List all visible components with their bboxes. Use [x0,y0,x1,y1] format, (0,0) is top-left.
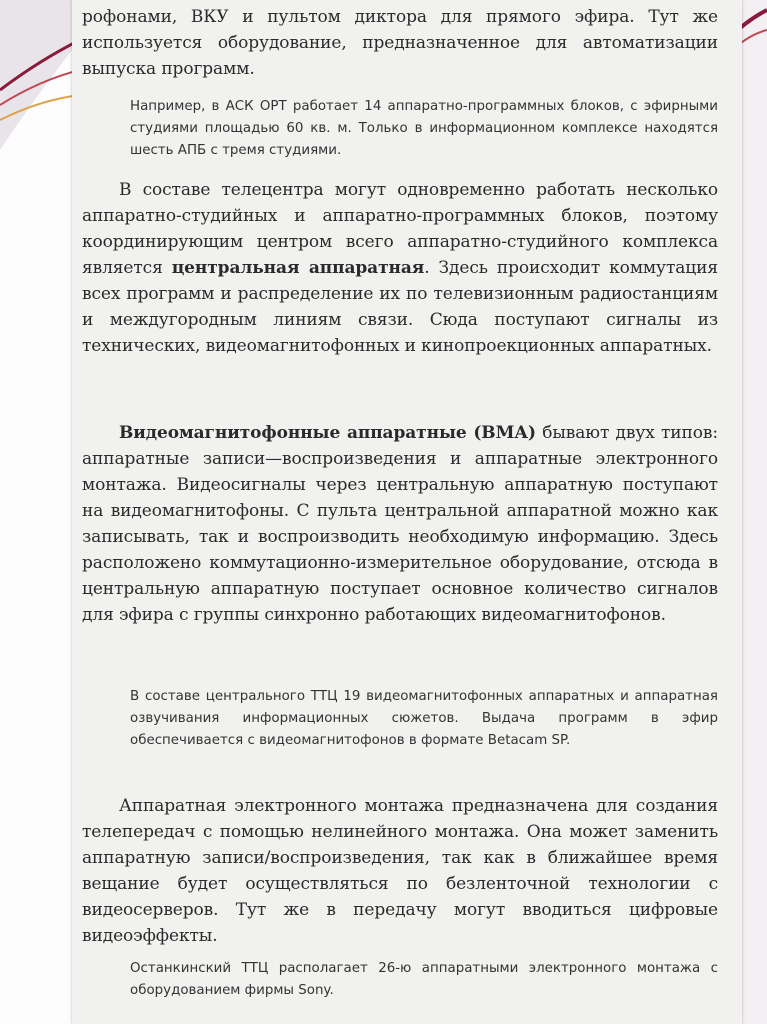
text-span: бывают двух типов: аппаратные записи—воспроизведения и аппаратные электронного монтажа. Видеосигналы через центральную аппаратную поступают на видеомагнитофоны. С пульта центральной аппаратной можно как записывать, так и воспроизводить необходимую информацию. Здесь расположено коммутационно-измерительное оборудование, отсюда в центральную аппаратную поступает основное количество сигналов для эфира с группы синхронно работающих видеомагнитофонов. [82,423,719,625]
paragraph-text [82,420,718,628]
paragraph-text: рофонами, ВКУ и пультом диктора для прямого эфира. Тут же используется оборудование, предназначенное для автоматизации выпуска программ. [82,7,718,79]
note-text: В составе центрального ТТЦ 19 видеомагнитофонных аппаратных и аппаратная озвучивания информационных сюжетов. Выдача программ в эфир обеспечивается с видеомагнитофонов в формате Betacam SP. [130,689,718,748]
note-block [82,958,718,1002]
note-block [82,96,718,162]
paragraph-continuation [82,4,718,82]
note-text: Останкинский ТТЦ располагает 26-ю аппаратными электронного монтажа с оборудованием фирмы Sony. [130,961,718,998]
text-span: В составе телецентра могут одновременно работать несколько аппаратно-студийных и аппаратно-программных блоков, поэтому координирующим центром всего аппаратно-студийного комплекса является [82,180,718,278]
paragraph-central-control-room [82,177,718,359]
decorative-swoosh-left [0,0,80,160]
bold-term: центральная аппаратная [171,258,425,278]
book-page [72,0,742,1024]
note-text: Например, в АСК ОРТ работает 14 аппаратно-программных блоков, с эфирными студиями площадью 60 кв. м. Только в информационном комплексе находятся шесть АПБ с тремя студиями. [130,99,718,158]
paragraph-editing-room [82,793,718,949]
paragraph-text [82,177,718,359]
bold-term: Видеомагнитофонные аппаратные (ВМА) [119,423,536,443]
paragraph-text: Аппаратная электронного монтажа предназначена для создания телепередач с помощью нелинейного монтажа. Она может заменить аппаратную записи/воспроизведения, так как в ближайшее время вещание будет осуществляться по безленточной технологии с видеосерверов. Тут же в передачу могут вводиться цифровые видеоэффекты. [82,796,718,946]
text-span: . Здесь происходит коммутация всех программ и распределение их по телевизионным радиостанциям и междугородным линиям связи. Сюда поступают сигналы из технических, видеомагнитофонных и кинопроекционных аппаратных. [82,258,718,356]
paragraph-vcr-rooms [82,420,718,628]
note-block [82,686,718,752]
